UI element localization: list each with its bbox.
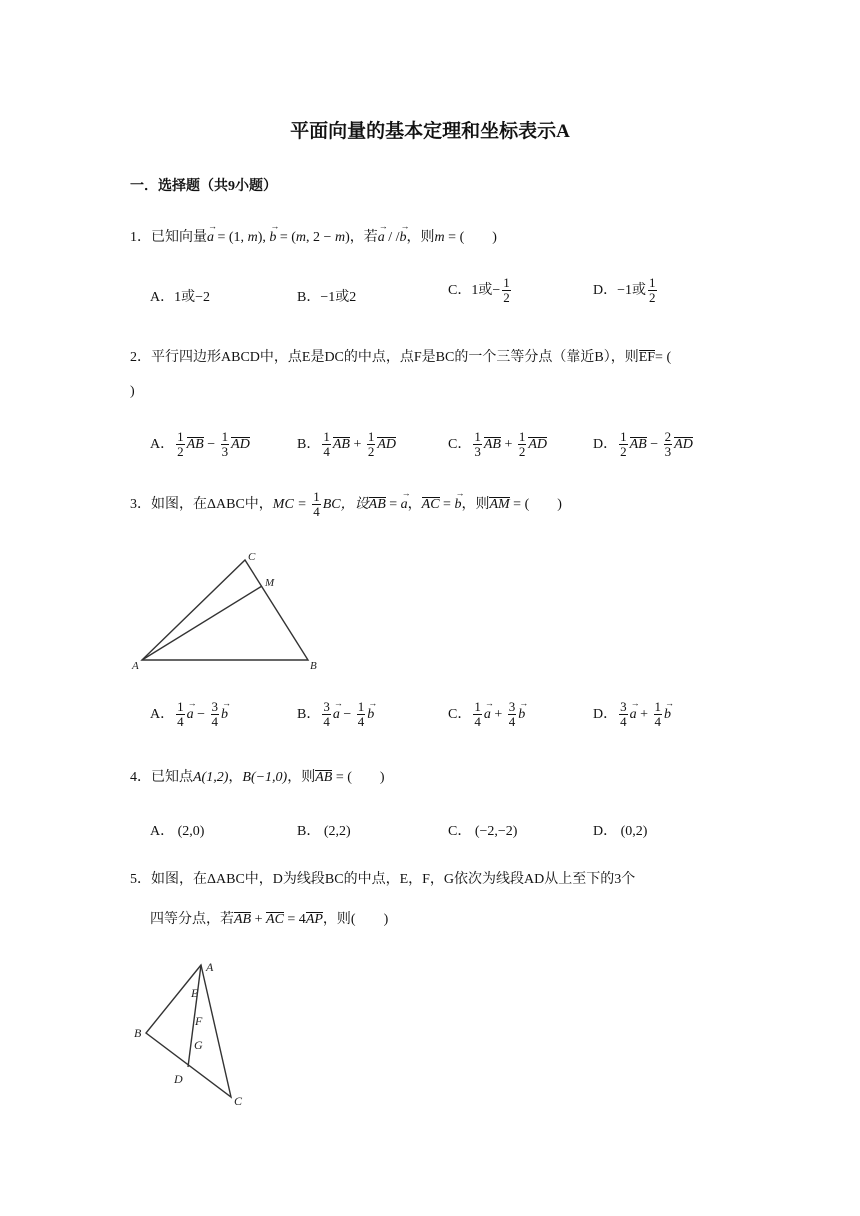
q2-line2: ) xyxy=(130,384,135,399)
q2-option-d[interactable]: D． $\frac{1}{2}$ AB − $\frac{2}{3}$ AD xyxy=(593,429,693,460)
q3-option-c[interactable]: C． $\frac{1}{4}$ → a + $\frac{3}{4}$ → b xyxy=(448,700,525,730)
q1-then: ，则 xyxy=(406,230,435,245)
label-a: A xyxy=(206,960,214,974)
section-heading: 一．选择题（共9小题） xyxy=(130,179,277,194)
label-f: F xyxy=(195,1014,203,1028)
q2-option-a[interactable]: A． $\frac{1}{2}$ AB − $\frac{1}{3}$ AD xyxy=(150,429,250,460)
question-5: 5．如图，在ΔABC中，D为线段BC的中点，E，F，G依次为线段AD从上至下的3个 xyxy=(130,872,636,887)
label-m: M xyxy=(265,577,275,589)
q4-option-b[interactable]: B． (2,2) xyxy=(297,824,351,839)
triangle-abm-figure xyxy=(128,548,328,673)
q3-option-b[interactable]: B． $\frac{3}{4}$ → a − $\frac{1}{4}$ → b xyxy=(297,700,374,730)
question-4: 4．已知点A(1,2)，B(−1,0)，则AB = ( ) xyxy=(130,770,385,785)
q2-option-b[interactable]: B． $\frac{1}{4}$ AB + $\frac{1}{2}$ AD xyxy=(297,429,397,460)
question-5-line2: 四等分点，若AB + AC = 4AP，则( ) xyxy=(150,912,389,927)
q1-cond: ，若 xyxy=(349,230,378,245)
q2-option-c[interactable]: C． $\frac{1}{3}$ AB + $\frac{1}{2}$ AD xyxy=(448,429,548,460)
q2-vector-ef: EF xyxy=(638,350,656,365)
question-1: 1．已知向量→ a = (1, m), → b = (m, 2 − m)，若→ a / /→ b，则m = ( ) xyxy=(130,226,497,246)
label-e: E xyxy=(191,986,199,1000)
question-3: 3．如图，在ΔABC中，MC = $\frac{1}{4}$ BC，设AB = → a，AC = → b，则AM = ( ) xyxy=(130,490,562,520)
page-title: 平面向量的基本定理和坐标表示A xyxy=(290,121,570,142)
triangle-adg-figure xyxy=(128,955,263,1115)
q1-option-d[interactable]: D．−1或 $\frac{1}{2}$ xyxy=(593,275,656,306)
q1-option-a[interactable]: A．1或−2 xyxy=(150,290,211,305)
label-c: C xyxy=(248,551,256,563)
q1-option-b[interactable]: B．−1或2 xyxy=(297,290,357,305)
q1-paren: ( ) xyxy=(459,230,497,245)
q4-option-a[interactable]: A． (2,0) xyxy=(150,824,205,839)
q3-option-a[interactable]: A． $\frac{1}{4}$ → a − $\frac{3}{4}$ → b xyxy=(150,700,228,730)
label-d: D xyxy=(174,1072,183,1086)
label-a: A xyxy=(132,660,139,672)
q3-option-d[interactable]: D． $\frac{3}{4}$ → a + $\frac{1}{4}$ → b xyxy=(593,700,671,730)
q4-option-c[interactable]: C． (−2,−2) xyxy=(448,824,518,839)
label-b: B xyxy=(134,1026,142,1040)
label-g: G xyxy=(194,1038,203,1052)
question-2: 2．平行四边形ABCD中，点E是DC的中点，点F是BC的一个三等分点（靠近B），则EF= ( xyxy=(130,350,672,365)
q1-prefix: 1．已知向量 xyxy=(130,230,207,245)
label-c: C xyxy=(234,1094,243,1108)
q1-option-c[interactable]: C．1或− $\frac{1}{2}$ xyxy=(448,275,510,306)
q4-option-d[interactable]: D． (0,2) xyxy=(593,824,648,839)
q2-text: 2．平行四边形ABCD中，点E是DC的中点，点F是BC的一个三等分点（靠近B），则 xyxy=(130,350,639,365)
label-b: B xyxy=(310,660,317,672)
